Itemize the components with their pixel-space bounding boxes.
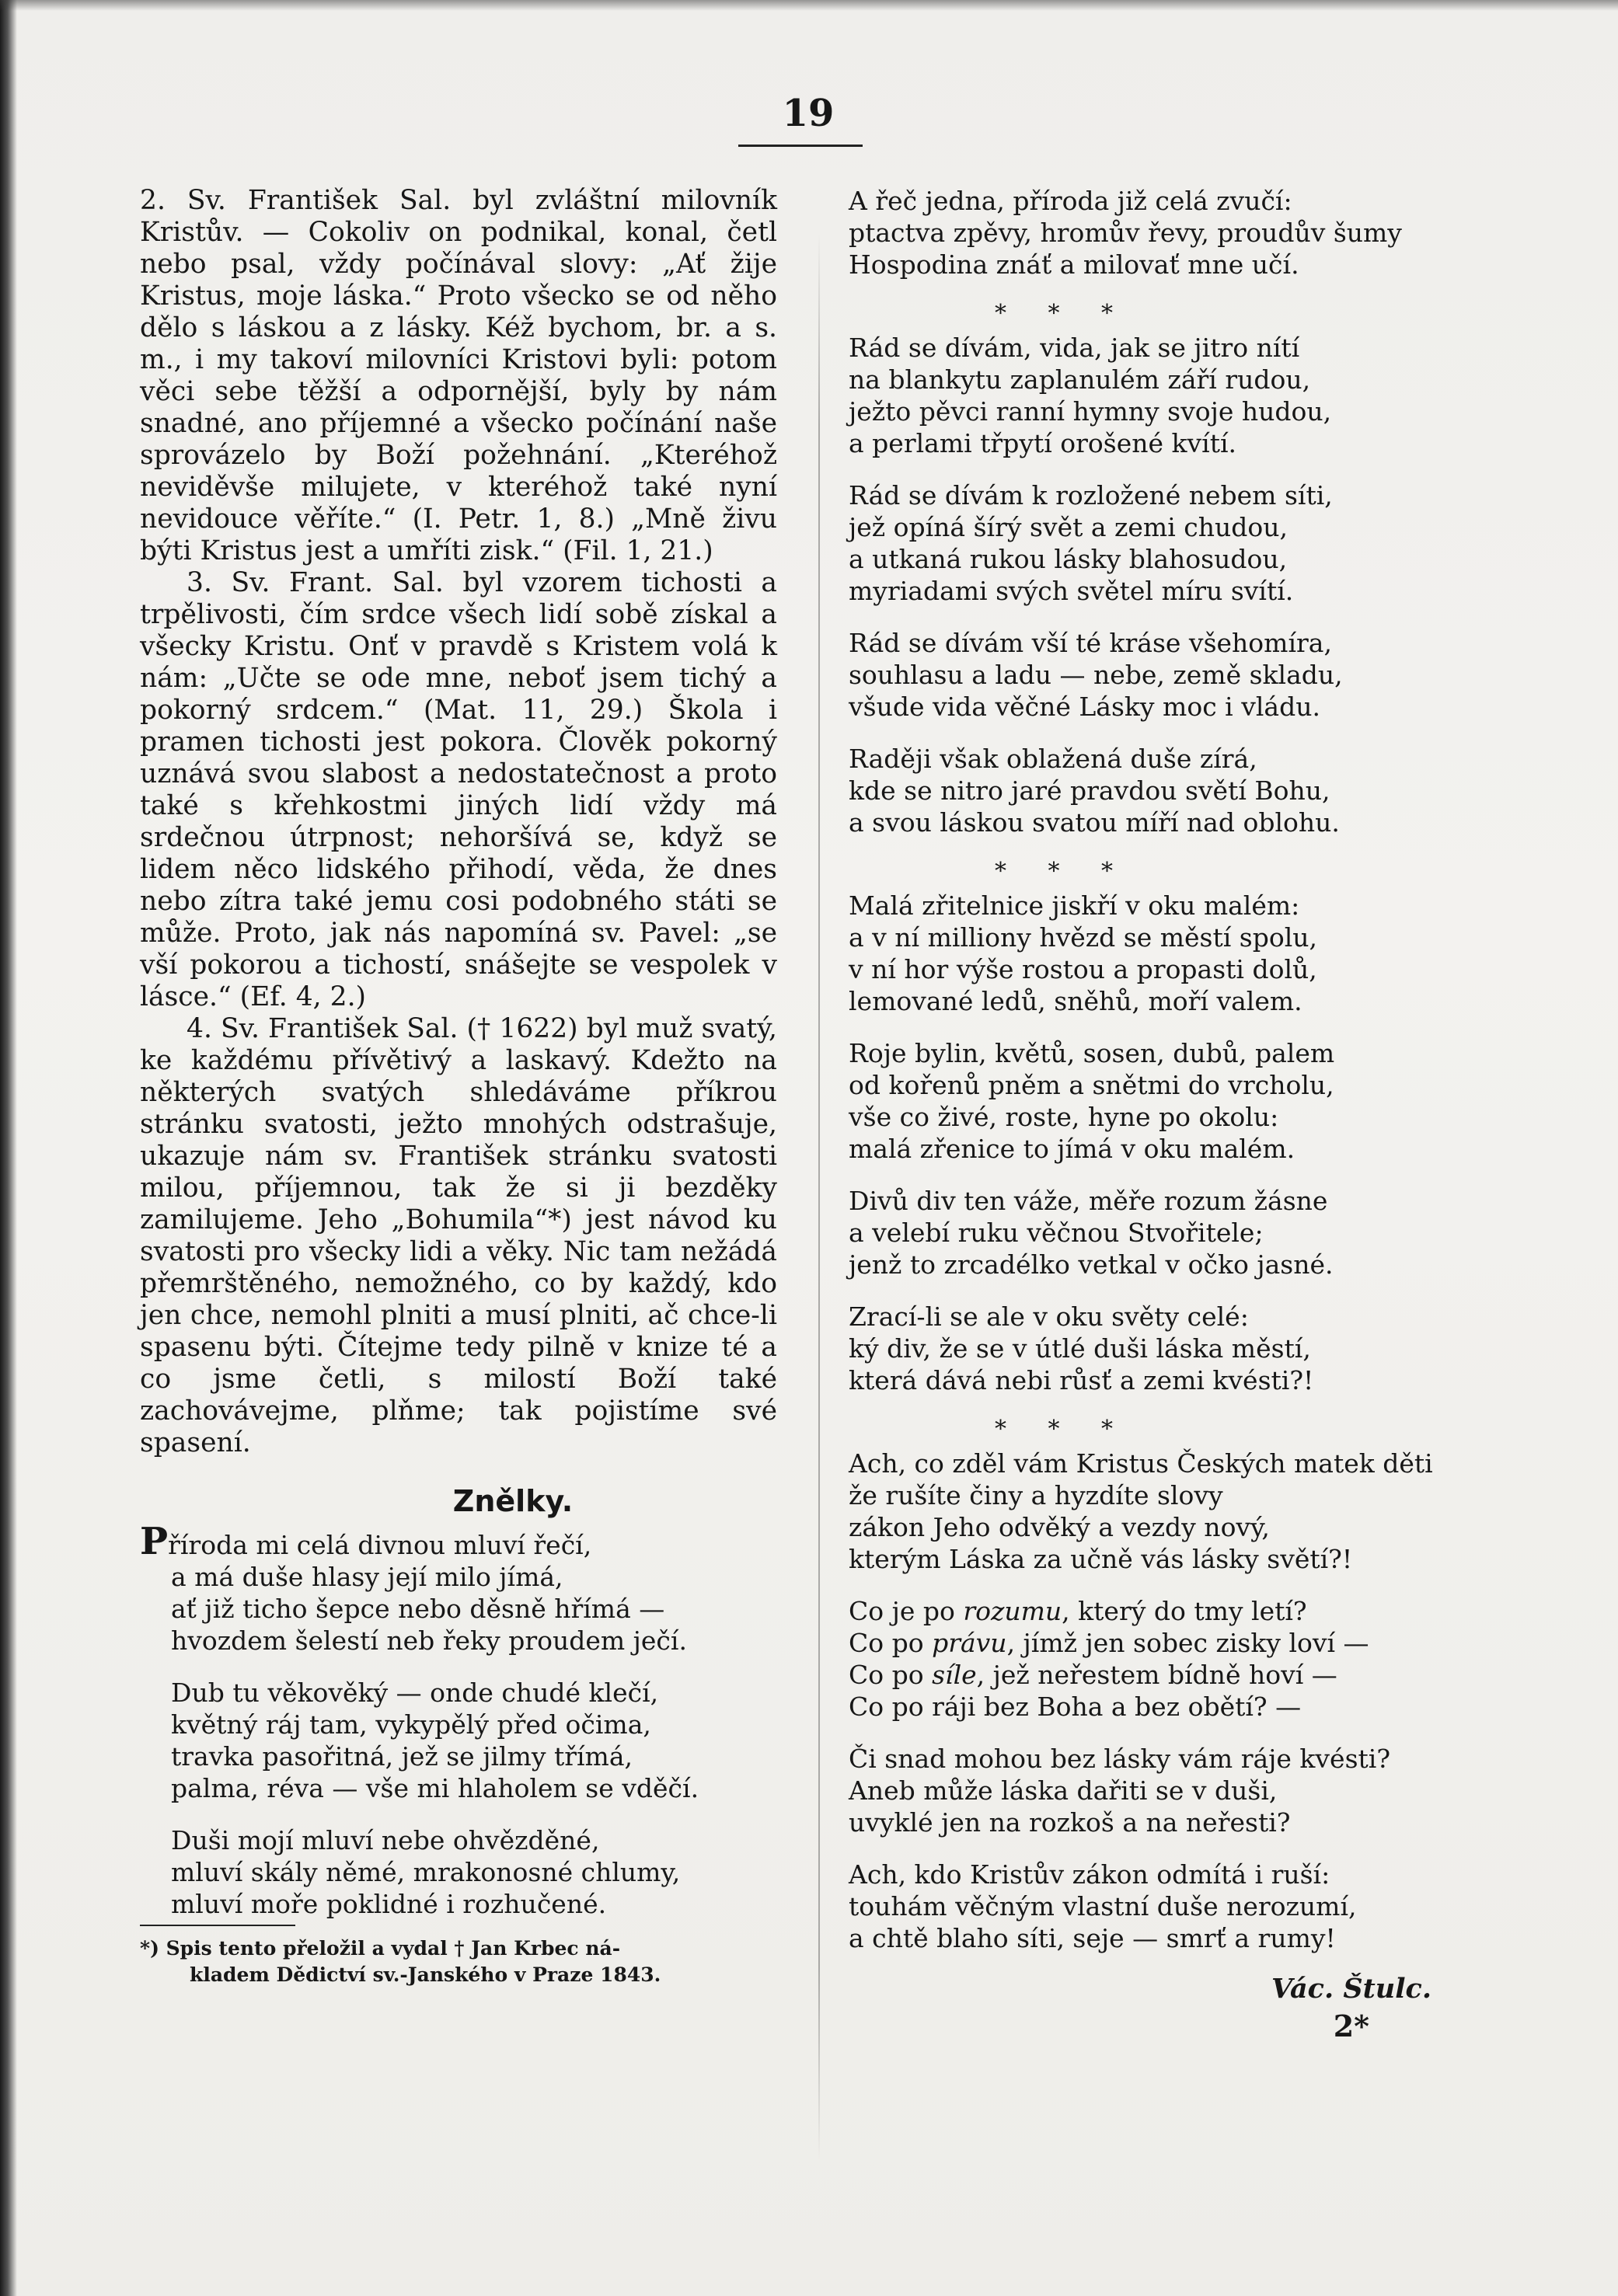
line-segment: Co po ráji bez Boha a bez obětí? —: [849, 1692, 1302, 1722]
sheet-signature-mark: 2*: [1333, 2009, 1369, 2043]
paragraph-2: 2. Sv. František Sal. byl zvláštní milovník Kristův. — Cokoliv on podnikal, konal, četl nebo psal, vždy počínával slovy: „Ať žije Kristus, moje láska.“ Proto všecko se od něho dělo s láskou a z lásky. Kéž bychom, br. a s. m., i my takoví milovníci Kristovi byli: potom věci sebe těžší a odpornější, byly by nám snadné, ano příjemné a všecko počínání naše sprovázelo by Boží požehnání. „Kteréhož neviděvše milujete, v kteréhož také nyní nevidouce věříte.“ (I. Petr. 1, 8.) „Mně živu býti Kristus jest a umříti zisk.“ (Fil. 1, 21.): [140, 185, 777, 566]
poem-line: od kořenů pněm a snětmi do vrcholu,: [849, 1070, 1334, 1100]
poem-line: na blankytu zaplanulém září rudou,: [849, 364, 1311, 395]
poem-line: jenž to zrcadélko vetkal v očko jasné.: [849, 1249, 1334, 1280]
poem-stanza: [849, 1301, 1455, 1396]
drop-cap: P: [140, 1520, 169, 1563]
paragraph-4: 4. Sv. František Sal. († 1622) byl muž svatý, ke každému přívětivý a laskavý. Kdežto na některých svatých shledáváme příkrou stránku svatosti, ježto mnohých odstrašuje, ukazuje nám sv. František stránku svatosti milou, příjemnou, tak že si ji bezděky zamilujeme. Jeho „Bohumila“*) jest návod ku svatosti pro všecky lidi a věky. Nic tam nežádá přemrštěného, nemožného, co by každý, kdo jen chce, nemohl plniti a musí plniti, ač chce-li spasenu býti. Čítejme tedy pilně v knize té a co jsme četli, s milostí Boží také zachovávejme, plňme; tak pojistíme své spasení.: [140, 1013, 777, 1458]
scan-edge-shadow: [0, 0, 17, 2296]
poem-stanza: [849, 1448, 1455, 1575]
poem-stanza: [849, 1859, 1455, 1954]
poem-line: všude vida věčné Lásky moc i vládu.: [849, 692, 1320, 722]
poem-line: uvyklé jen na rozkoš a na neřesti?: [849, 1807, 1291, 1838]
poem-line: zákon Jeho odvěký a vezdy nový,: [849, 1512, 1270, 1542]
poem-line: a utkaná rukou lásky blahosudou,: [849, 544, 1288, 574]
poem-line: Rád se dívám k rozložené nebem síti,: [849, 480, 1333, 510]
poem-line: ať již ticho šepce nebo děsně hřímá —: [171, 1594, 665, 1624]
poem-line: a má duše hlasy její milo jímá,: [171, 1562, 563, 1592]
line-segment: Co po: [849, 1660, 933, 1690]
poem-line: Či snad mohou bez lásky vám ráje kvésti?: [849, 1744, 1391, 1774]
poem-line: [849, 1595, 1455, 1627]
poem-line: Zrací-li se ale v oku světy celé:: [849, 1301, 1249, 1332]
poem-line: jež opíná šírý svět a zemi chudou,: [849, 512, 1288, 542]
poem-stanza: [849, 1037, 1455, 1165]
footnote-rule: [140, 1925, 295, 1926]
footnote-line: kladem Dědictví sv.-Janského v Praze 1843.: [190, 1963, 661, 1986]
poem-line: ježto pěvci ranní hymny svoje hudou,: [849, 396, 1332, 427]
poem-line: a svou láskou svatou míří nad oblohu.: [849, 807, 1340, 838]
paragraph-3: 3. Sv. Frant. Sal. byl vzorem tichosti a trpělivosti, čím srdce všech lidí sobě získal a všecky Kristu. Onť v pravdě s Kristem volá k nám: „Učte se ode mne, neboť jsem tichý a pokorný srdcem.“ (Mat. 11, 29.) Škola i pramen tichosti jest pokora. Člověk pokorný uznává svou slabost a nedostatečnost a proto také s křehkostmi jiných lidí vždy má srdečnou útrpnost; nehoršívá se, když se lidem něco lidského přihodí, věda, že dnes nebo zítra také jemu cosi podobného státi se může. Proto, jak nás napomíná sv. Pavel: „se vší pokorou a tichostí, snášejte se vespolek v lásce.“ (Ef. 4, 2.): [140, 567, 777, 1012]
poem-line: souhlasu a ladu — nebe, země skladu,: [849, 660, 1343, 690]
poem-stanza-1: [140, 1520, 777, 1657]
poem-line: [849, 1627, 1455, 1659]
poem-stanza: [849, 332, 1455, 459]
line-segment: , který do tmy letí?: [1062, 1596, 1307, 1626]
poem-line: [849, 1659, 1455, 1691]
poem-line: Ach, kdo Kristův zákon odmítá i ruší:: [849, 1859, 1330, 1890]
poem-line: a v ní milliony hvězd se městí spolu,: [849, 922, 1318, 953]
poem-line: [849, 1691, 1455, 1723]
poem-line: a velebí ruku věčnou Stvořitele;: [849, 1218, 1264, 1248]
stanza-separator-stars: * * *: [994, 1416, 1131, 1443]
poem-stanza: [849, 185, 1455, 280]
poem-line: Duši mojí mluví nebe ohvězděné,: [171, 1825, 600, 1855]
poem-line: vše co živé, roste, hyne po okolu:: [849, 1102, 1279, 1132]
poem-line: Hospodina znáť a milovať mne učí.: [849, 249, 1299, 280]
author-signature: Vác. Štulc.: [1271, 1973, 1431, 2005]
poem-line: Rád se dívám vší té kráse všehomíra,: [849, 628, 1332, 658]
footnote-line: *) Spis tento přeložil a vydal † Jan Krbec ná-: [140, 1937, 621, 1960]
scan-top-shadow: [0, 0, 1618, 11]
prose-section: [140, 185, 777, 1459]
poem-line: Dub tu věkověký — onde chudé klečí,: [171, 1678, 659, 1708]
line-segment: , jímž jen sobec zisky loví —: [1006, 1628, 1369, 1658]
emphasized-word: síle: [932, 1660, 977, 1690]
poem-stanza: [849, 1595, 1455, 1723]
poem-line: Příroda mi celá divnou mluví řečí,: [140, 1520, 592, 1563]
poem-line: kterým Láska za učně vás lásky světí?!: [849, 1544, 1353, 1574]
poem-line: lemované ledů, sněhů, moří valem.: [849, 986, 1302, 1016]
poem-line: malá zřenice to jímá v oku malém.: [849, 1134, 1295, 1164]
poem-stanza: [849, 1185, 1455, 1280]
emphasized-word: právu: [932, 1628, 1007, 1658]
header-rule: [738, 145, 863, 147]
page-number: 19: [782, 92, 835, 135]
poem-stanza: [849, 479, 1455, 607]
poem-line: kde se nitro jaré pravdou světí Bohu,: [849, 775, 1330, 806]
poem-line: Ach, co zděl vám Kristus Českých matek děti: [849, 1448, 1433, 1479]
poem-line: Rád se dívám, vida, jak se jitro nítí: [849, 333, 1300, 363]
poem-stanza-2: [140, 1677, 777, 1804]
line-segment: Co je po: [849, 1596, 964, 1626]
poem-line: palma, réva — vše mi hlaholem se vděčí.: [171, 1773, 699, 1803]
poem-line: ptactva zpěvy, hromův řevy, proudův šumy: [849, 218, 1402, 248]
poem-stanza: [849, 890, 1455, 1017]
line-segment: Co po: [849, 1628, 933, 1658]
poem-line: Roje bylin, květů, sosen, dubů, palem: [849, 1038, 1335, 1068]
stanza-separator-stars: * * *: [994, 858, 1131, 885]
poem-line: květný ráj tam, vykypělý před očima,: [171, 1709, 651, 1740]
emphasized-word: rozumu: [963, 1596, 1062, 1626]
poem-stanza-3: [140, 1824, 777, 1920]
poem-line: mluví moře poklidné i rozhučené.: [171, 1889, 607, 1919]
footnote: [140, 1935, 777, 1988]
poem-line: v ní hor výše rostou a propasti dolů,: [849, 954, 1317, 984]
sonnet-sequence: [849, 185, 1455, 1954]
poem-line: myriadami svých světel míru svítí.: [849, 576, 1294, 606]
left-column: [140, 185, 777, 1988]
poem-line: ký div, že se v útlé duši láska městí,: [849, 1333, 1311, 1364]
column-divider: [818, 233, 820, 2160]
poem-line: mluví skály němé, mrakonosné chlumy,: [171, 1857, 681, 1887]
poem-line: hvozdem šelestí neb řeky proudem ječí.: [171, 1625, 687, 1656]
stanza-separator-stars: * * *: [994, 300, 1131, 327]
poem-line: a perlami třpytí orošené kvítí.: [849, 428, 1237, 458]
poem-line: travka pasořitná, jež se jilmy třímá,: [171, 1741, 633, 1772]
poem-line: Raději však oblažená duše zírá,: [849, 744, 1257, 774]
poem-title: Znělky.: [452, 1484, 574, 1518]
poem-stanza: [849, 743, 1455, 838]
poem-stanza: [849, 1743, 1455, 1838]
line-segment: , jež neřestem bídně hoví —: [976, 1660, 1337, 1690]
poem-line: A řeč jedna, příroda již celá zvučí:: [849, 186, 1292, 216]
poem-stanza: [849, 627, 1455, 723]
poem-line: Aneb může láska dařiti se v duši,: [849, 1775, 1278, 1806]
right-column: [849, 185, 1455, 2045]
poem-line: Malá zřitelnice jiskří v oku malém:: [849, 890, 1300, 921]
poem-line: a chtě blaho síti, seje — smrť a rumy!: [849, 1923, 1336, 1953]
poem-line: touhám věčným vlastní duše nerozumí,: [849, 1891, 1357, 1921]
poem-line: že rušíte činy a hyzdíte slovy: [849, 1480, 1223, 1510]
poem-line: která dává nebi růsť a zemi kvésti?!: [849, 1365, 1314, 1395]
poem-line: Divů div ten váže, měře rozum žásne: [849, 1186, 1328, 1216]
